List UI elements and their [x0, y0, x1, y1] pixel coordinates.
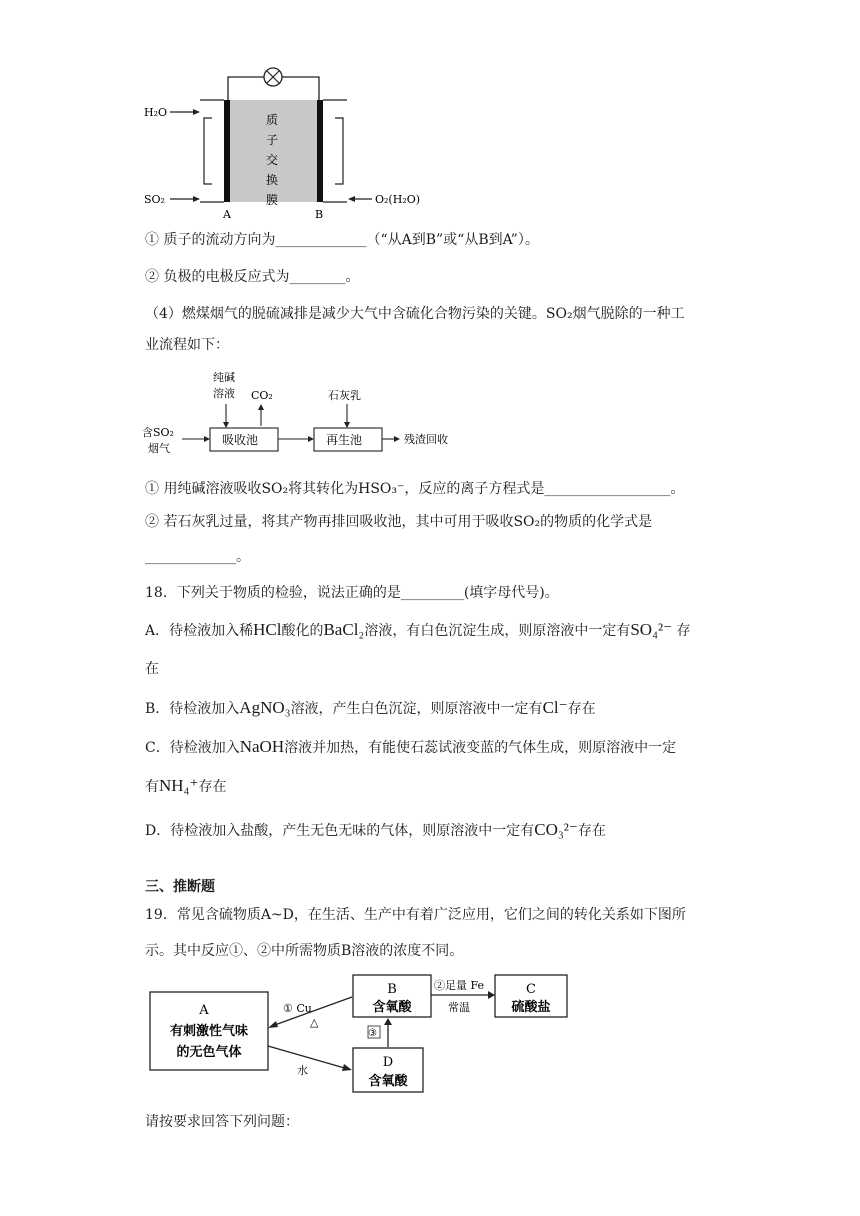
box-c-title: C — [526, 982, 536, 997]
label-gas-2: 烟气 — [148, 442, 170, 455]
label-soda-1: 纯碱 — [213, 371, 235, 384]
section-heading: 三、推断题 — [145, 879, 215, 895]
label-h2o: H₂O — [144, 106, 168, 119]
label-so2: SO₂ — [144, 193, 165, 206]
box-d-line1: 含氧酸 — [368, 1074, 408, 1089]
box-a-line1: 有刺激性气味 — [169, 1024, 249, 1039]
q18-option-a: A．待检液加入稀HCl酸化的BaCl₂溶液，有白色沉淀生成，则原溶液中一定有SO₄²⁻ 存 — [145, 620, 691, 639]
desulfurization-flow — [140, 366, 460, 466]
label-absorber: 吸收池 — [222, 433, 259, 447]
sulfur-relations-diagram — [145, 970, 575, 1100]
label-o2: O₂(H₂O) — [375, 193, 421, 206]
water-label: 水 — [297, 1064, 308, 1077]
reaction-1-heat: △ — [310, 1016, 319, 1029]
q18-option-c: C．待检液加入NaOH溶液并加热，有能使石蕊试液变蓝的气体生成，则原溶液中一定 — [145, 737, 677, 756]
q4-1: ① 用纯碱溶液吸收SO₂将其转化为HSO₃⁻，反应的离子方程式是__________________。 — [145, 481, 685, 497]
box-a-line2: 的无色气体 — [176, 1045, 242, 1060]
membrane-char-5: 膜 — [266, 193, 279, 207]
label-electrode-b: B — [315, 208, 324, 221]
q3-2: ② 负极的电极反应式为________。 — [145, 269, 360, 285]
q4-2b: _____________。 — [145, 549, 250, 565]
reaction-1-label: ① Cu — [283, 1002, 312, 1015]
q18-option-d: D．待检液加入盐酸，产生无色无味的气体，则原溶液中一定有CO₃²⁻存在 — [145, 820, 606, 839]
q18-stem: 18．下列关于物质的检验，说法正确的是_________(填字母代号)。 — [145, 585, 559, 601]
q19-stem-1: 19．常见含硫物质A~D，在生活、生产中有着广泛应用，它们之间的转化关系如下图所 — [145, 907, 686, 923]
label-soda-2: 溶液 — [213, 387, 235, 400]
label-residue: 残渣回收 — [404, 433, 448, 446]
reaction-2-cond: 常温 — [448, 1001, 470, 1014]
label-gas-1: 含SO₂ — [142, 426, 174, 439]
closing-instruction: 请按要求回答下列问题： — [145, 1114, 299, 1130]
box-b-title: B — [387, 982, 397, 997]
electrode-a — [224, 100, 230, 202]
box-a-title: A — [199, 1003, 209, 1018]
label-lime: 石灰乳 — [328, 389, 361, 402]
label-electrode-a: A — [223, 208, 231, 221]
q4-intro-1: （4）燃煤烟气的脱硫减排是减少大气中含硫化合物污染的关键。SO₂烟气脱除的一种工 — [145, 306, 685, 322]
membrane-char-3: 交 — [266, 153, 279, 167]
box-b-line1: 含氧酸 — [372, 1000, 412, 1015]
q18-option-b: B．待检液加入AgNO₃溶液，产生白色沉淀，则原溶液中一定有Cl⁻存在 — [145, 698, 596, 717]
q3-1: ① 质子的流动方向为_____________（“从A到B”或“从B到A”）。 — [145, 232, 539, 248]
label-co2: CO₂ — [251, 389, 273, 402]
q4-2a: ② 若石灰乳过量，将其产物再排回吸收池，其中可用于吸收SO₂的物质的化学式是 — [145, 514, 653, 530]
fuel-cell-diagram — [140, 60, 430, 222]
box-c-line1: 硫酸盐 — [511, 1000, 551, 1015]
box-d-title: D — [382, 1055, 394, 1070]
reaction-2-label: ②足量 Fe — [434, 979, 485, 992]
label-regen: 再生池 — [326, 433, 363, 447]
q18-option-a-cont: 在 — [145, 661, 159, 677]
q4-intro-2: 业流程如下： — [145, 337, 229, 353]
membrane-char-2: 子 — [266, 133, 279, 147]
membrane-char-4: 换 — [266, 173, 279, 187]
reaction-3-label: ③ — [368, 1028, 377, 1039]
q19-stem-2: 示。其中反应①、②中所需物质B溶液的浓度不同。 — [145, 943, 464, 959]
q18-option-c-cont: 有NH₄⁺存在 — [145, 776, 227, 795]
membrane-char-1: 质 — [266, 113, 279, 127]
electrode-b — [317, 100, 323, 202]
